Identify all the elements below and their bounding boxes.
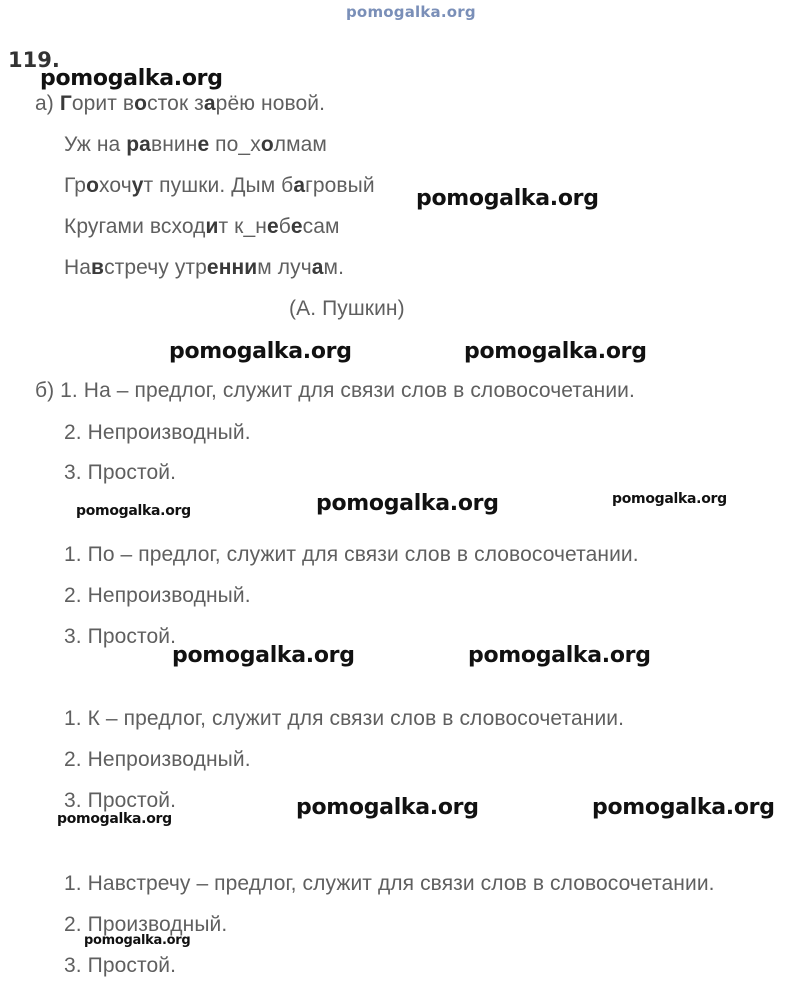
poem-text: м. [323,256,345,279]
watermark: pomogalka.org [57,811,172,827]
stressed-letter: е [266,215,279,238]
poem-text: по_х [209,133,261,156]
analysis-line: 3. Простой. [64,461,177,484]
poem-text: На [64,256,92,279]
stressed-letter: е [290,215,303,238]
analysis-line: б) 1. На – предлог, служит для связи слов в словосочетании. [35,379,635,402]
watermark: pomogalka.org [296,795,479,820]
poem-text: м луч [257,256,312,279]
stressed-letter: о [134,92,148,115]
poem-text: гровый [305,174,375,197]
watermark: pomogalka.org [76,503,191,519]
poem-line [64,132,327,158]
stressed-letter: а [311,256,324,279]
poem-text: хоч [99,174,132,197]
poem-line [35,91,325,117]
poem-text: стречу утр [104,256,207,279]
poem-text: т пушки. Дым б [143,174,294,197]
exercise-number: 119. [8,48,60,72]
analysis-line: 2. Производный. [64,913,228,936]
watermark: pomogalka.org [612,491,727,507]
watermark: pomogalka.org [468,643,651,668]
poem-text: Гр [64,174,87,197]
analysis-line: 2. Непроизводный. [64,421,251,444]
watermark: pomogalka.org [84,933,191,948]
poem-text: рёю новой. [215,92,326,115]
analysis-line: 1. По – предлог, служит для связи слов в словосочетании. [64,543,639,566]
stressed-letter: ра [126,133,151,156]
analysis-line: 2. Непроизводный. [64,748,251,771]
analysis-line: 2. Непроизводный. [64,584,251,607]
watermark: pomogalka.org [316,491,499,516]
stressed-letter: е [197,133,210,156]
poem-text: т к_н [218,215,267,238]
watermark: pomogalka.org [172,643,355,668]
stressed-letter: в [91,256,105,279]
stressed-letter: енни [206,256,258,279]
poem-text: внин [150,133,198,156]
stressed-letter: Г [59,92,72,115]
poem-text: сам [302,215,340,238]
poem-text: а) [35,92,60,115]
watermark: pomogalka.org [464,339,647,364]
poem-author: (А. Пушкин) [289,297,405,320]
stressed-letter: и [205,215,219,238]
poem-line [64,255,344,281]
analysis-line: 3. Простой. [64,954,177,977]
site-link[interactable]: pomogalka.org [346,3,476,21]
poem-text: б [278,215,291,238]
poem-text: орит в [71,92,135,115]
stressed-letter: у [131,174,144,197]
poem-line [64,214,340,240]
poem-text: сток з [147,92,204,115]
stressed-letter: о [260,133,274,156]
watermark: pomogalka.org [40,66,223,91]
poem-text: Кругами всход [64,215,206,238]
watermark: pomogalka.org [416,186,599,211]
watermark: pomogalka.org [592,795,775,820]
stressed-letter: а [203,92,216,115]
poem-line [64,173,375,199]
analysis-line: 1. Навстречу – предлог, служит для связи слов в словосочетании. [64,872,715,895]
poem-text: Уж на [64,133,127,156]
analysis-line: 1. К – предлог, служит для связи слов в словосочетании. [64,707,625,730]
poem-text: лмам [273,133,327,156]
stressed-letter: о [86,174,100,197]
watermark: pomogalka.org [169,339,352,364]
analysis-line: 3. Простой. [64,625,177,648]
stressed-letter: а [293,174,306,197]
analysis-line: 3. Простой. [64,789,177,812]
